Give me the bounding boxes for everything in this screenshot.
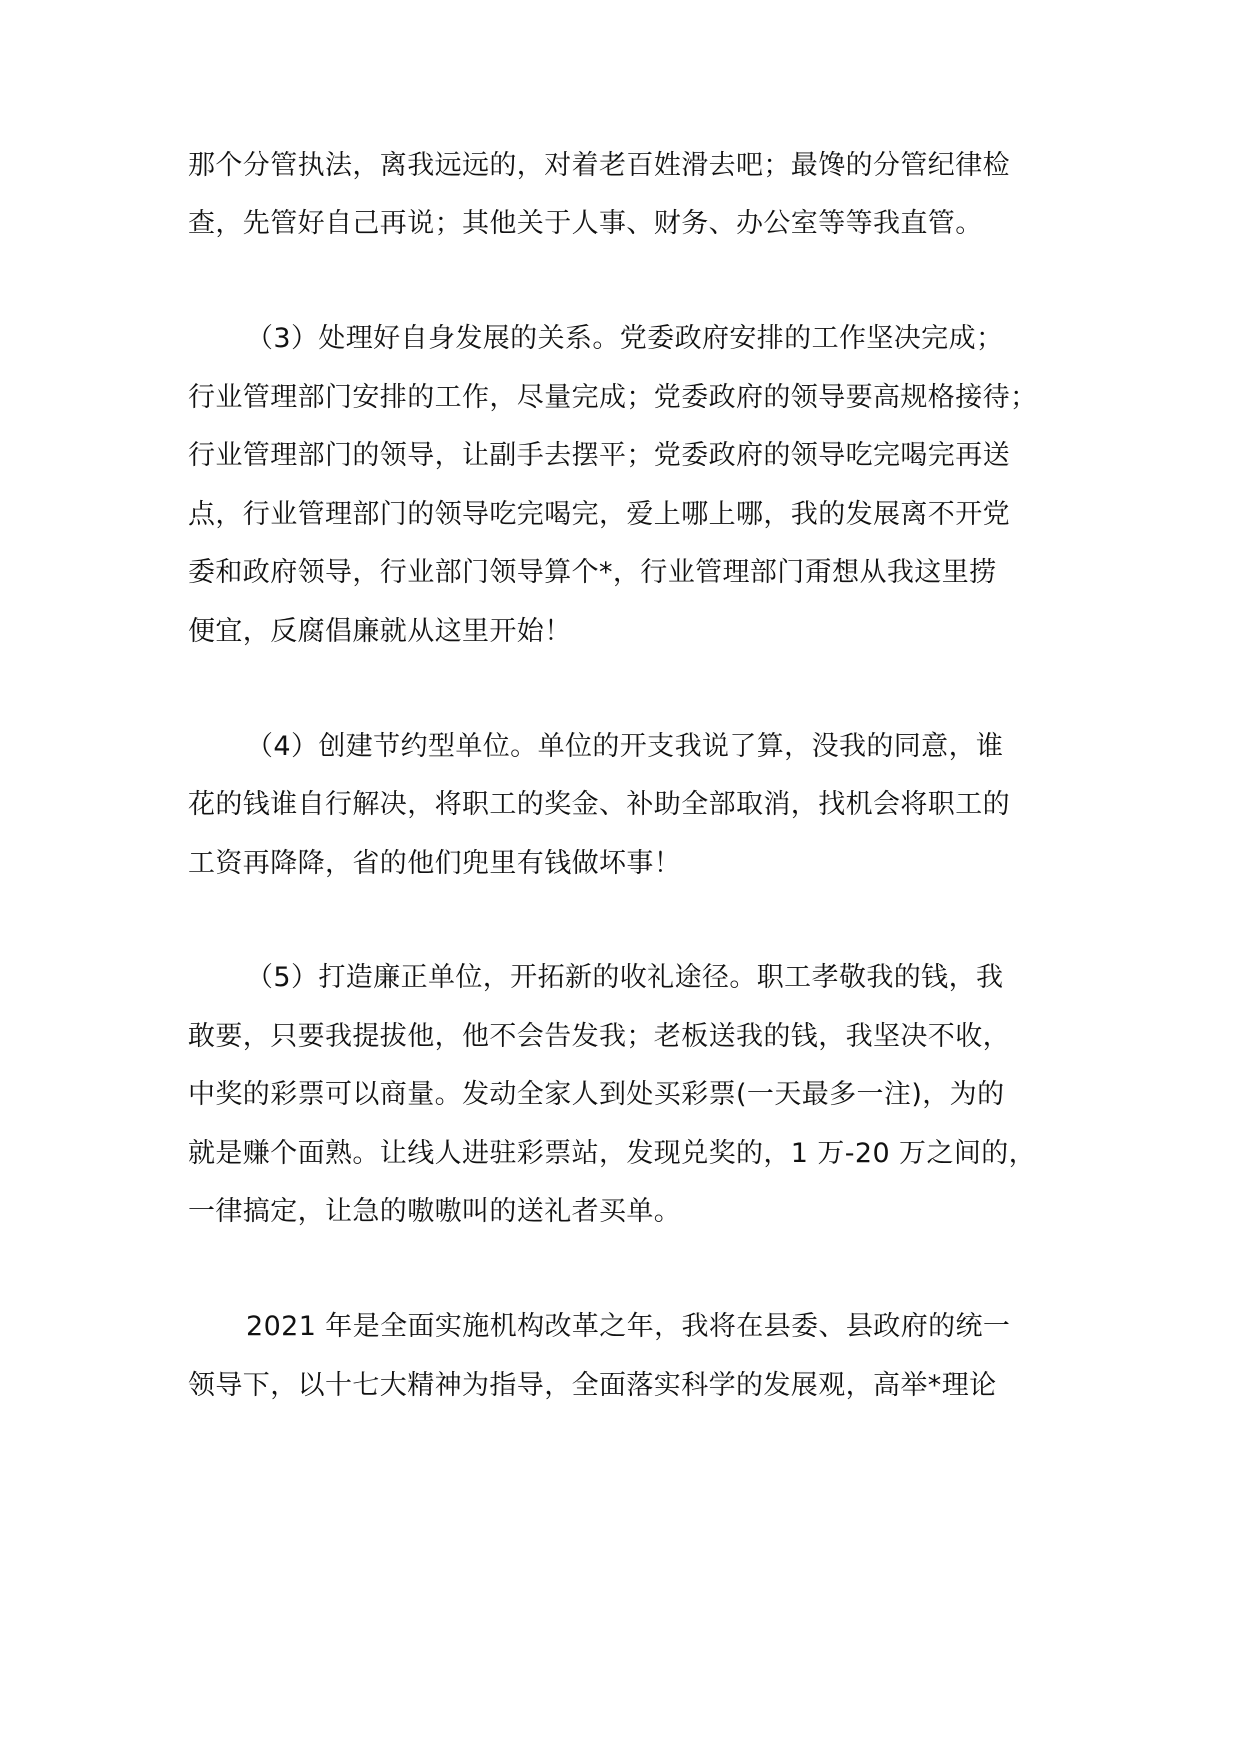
text-line: 查，先管好自己再说；其他关于人事、财务、办公室等等我直管。 — [188, 208, 983, 239]
paragraph-4-first-line: （4）创建节约型单位。单位的开支我说了算，没我的同意，谁 — [246, 731, 1004, 762]
text-line: 敢要，只要我提拔他，他不会告发我；老板送我的钱，我坚决不收， — [188, 1021, 1010, 1052]
text-line: 行业管理部门的领导，让副手去摆平；党委政府的领导吃完喝完再送 — [188, 440, 1010, 471]
text-line: 就是赚个面熟。让线人进驻彩票站，发现兑奖的，1 万-20 万之间的， — [188, 1138, 1037, 1169]
text-line: 委和政府领导，行业部门领导算个*，行业管理部门甭想从我这里捞 — [188, 557, 997, 588]
text-line: 领导下，以十七大精神为指导，全面落实科学的发展观，高举*理论 — [188, 1370, 997, 1401]
text-line: 那个分管执法，离我远远的，对着老百姓滑去吧；最馋的分管纪律检 — [188, 150, 1010, 181]
text-line: 行业管理部门安排的工作，尽量完成；党委政府的领导要高规格接待； — [188, 382, 1038, 413]
text-line: 中奖的彩票可以商量。发动全家人到处买彩票(一天最多一注)，为的 — [188, 1079, 1005, 1110]
text-line: 点，行业管理部门的领导吃完喝完，爱上哪上哪，我的发展离不开党 — [188, 499, 1010, 530]
text-line: 便宜，反腐倡廉就从这里开始！ — [188, 616, 572, 647]
text-line: 花的钱谁自行解决，将职工的奖金、补助全部取消，找机会将职工的 — [188, 789, 1010, 820]
paragraph-2021-first-line: 2021 年是全面实施机构改革之年，我将在县委、县政府的统一 — [246, 1311, 1011, 1342]
text-line: 工资再降降，省的他们兜里有钱做坏事！ — [188, 848, 682, 879]
paragraph-3-first-line: （3）处理好自身发展的关系。党委政府安排的工作坚决完成； — [246, 323, 1004, 354]
paragraph-5-first-line: （5）打造廉正单位，开拓新的收礼途径。职工孝敬我的钱，我 — [246, 962, 1004, 993]
text-line: 一律搞定，让急的嗷嗷叫的送礼者买单。 — [188, 1196, 682, 1227]
